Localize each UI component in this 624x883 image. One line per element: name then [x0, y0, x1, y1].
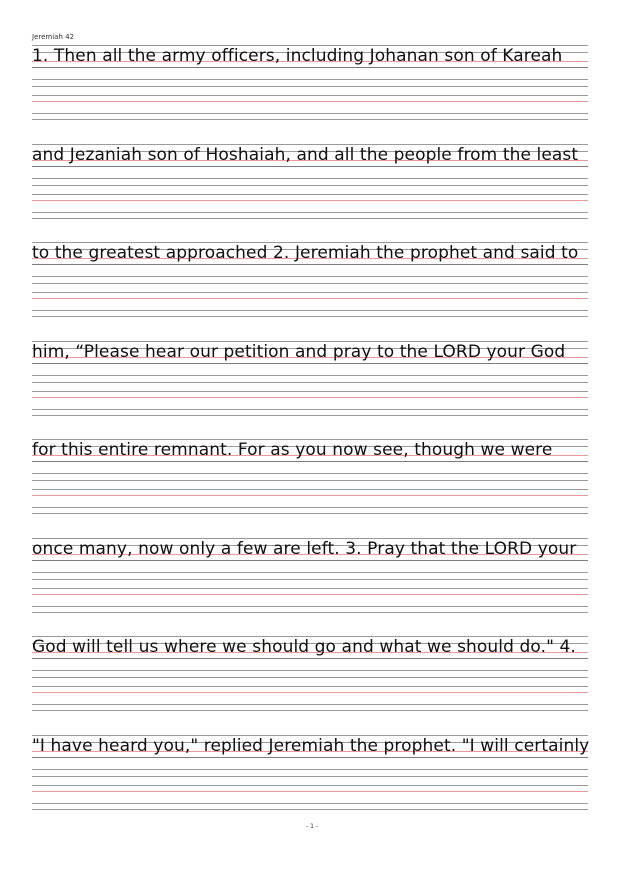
guide-line: [32, 283, 588, 284]
guide-line: [32, 785, 588, 786]
guide-line: [32, 757, 588, 758]
guide-line: [32, 579, 588, 580]
guide-line: [32, 670, 588, 671]
verse-line: once many, now only a few are left. 3. Pray that the LORD your: [32, 538, 577, 559]
guide-line: [32, 415, 588, 416]
verse-line: and Jezaniah son of Hoshaiah, and all the people from the least: [32, 144, 579, 165]
guide-line: [32, 276, 588, 277]
guide-line: [32, 178, 588, 179]
guide-line: [32, 363, 588, 364]
guide-line: [32, 194, 588, 195]
guide-line: [32, 185, 588, 186]
guide-line-red: [32, 495, 588, 496]
guide-line: [32, 166, 588, 167]
guide-line: [32, 391, 588, 392]
guide-line: [32, 513, 588, 514]
guide-line: [32, 382, 588, 383]
guide-line: [32, 489, 588, 490]
guide-line-red: [32, 200, 588, 201]
page-header: Jeremiah 42: [32, 33, 75, 41]
guide-line: [32, 310, 588, 311]
verse-line: for this entire remnant. For as you now see, though we were: [32, 440, 553, 460]
guide-line-red: [32, 594, 588, 595]
guide-line: [32, 473, 588, 474]
verse-line: God will tell us where we should go and what we should do." 4.: [32, 637, 576, 657]
page-number: - 1 -: [306, 823, 318, 830]
guide-line: [32, 292, 588, 293]
guide-line: [32, 264, 588, 265]
guide-line: [32, 809, 588, 810]
guide-line: [32, 113, 588, 114]
guide-line: [32, 677, 588, 678]
writing-block: [32, 142, 588, 222]
guide-line: [32, 710, 588, 711]
verse-line: to the greatest approached 2. Jeremiah the prophet and said to: [32, 243, 579, 263]
writing-block: [32, 536, 588, 616]
guide-line: [32, 79, 588, 80]
guide-line: [32, 86, 588, 87]
guide-line: [32, 409, 588, 410]
guide-line: [32, 316, 588, 317]
guide-line: [32, 658, 588, 659]
guide-line: [32, 218, 588, 219]
writing-block: [32, 634, 588, 714]
writing-block: [32, 733, 588, 813]
guide-line: [32, 560, 588, 561]
writing-block: [32, 240, 588, 320]
verse-line: "I have heard you," replied Jeremiah the prophet. "I will certainly: [32, 735, 590, 756]
guide-line-red: [32, 692, 588, 693]
guide-line: [32, 95, 588, 96]
writing-block: [32, 43, 588, 123]
guide-line-red: [32, 101, 588, 102]
guide-line: [32, 375, 588, 376]
verse-line: him, “Please hear our petition and pray to the LORD your God: [32, 341, 566, 362]
guide-line: [32, 686, 588, 687]
guide-line: [32, 769, 588, 770]
writing-block: [32, 339, 588, 419]
guide-line-red: [32, 397, 588, 398]
guide-line: [32, 67, 588, 68]
guide-line-red: [32, 298, 588, 299]
verse-line: 1. Then all the army officers, including Johanan son of Kareah: [32, 46, 563, 66]
guide-line: [32, 119, 588, 120]
guide-line: [32, 212, 588, 213]
guide-line: [32, 606, 588, 607]
writing-block: [32, 437, 588, 517]
guide-line-red: [32, 791, 588, 792]
guide-line: [32, 612, 588, 613]
guide-line: [32, 480, 588, 481]
guide-line: [32, 704, 588, 705]
guide-line: [32, 776, 588, 777]
guide-line: [32, 588, 588, 589]
guide-line: [32, 803, 588, 804]
guide-line: [32, 507, 588, 508]
guide-line: [32, 572, 588, 573]
guide-line: [32, 461, 588, 462]
